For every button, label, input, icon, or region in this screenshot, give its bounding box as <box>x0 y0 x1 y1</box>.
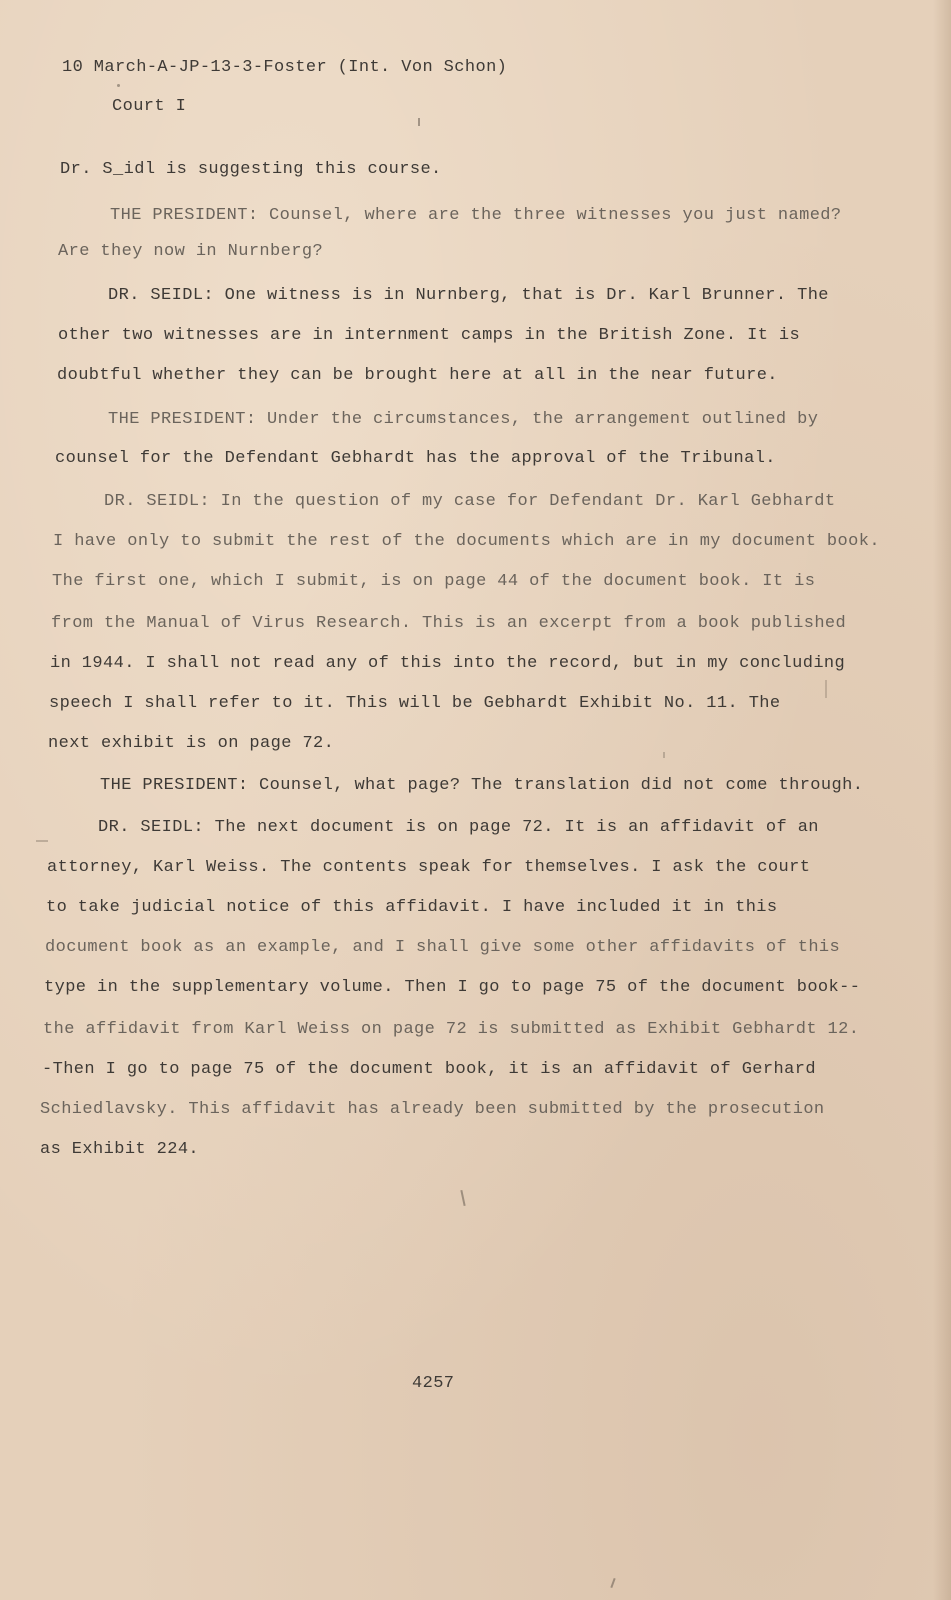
body-line: attorney, Karl Weiss. The contents speak for themselves. I ask the court <box>47 858 811 877</box>
body-line: counsel for the Defendant Gebhardt has the approval of the Tribunal. <box>55 449 776 468</box>
body-line: doubtful whether they can be brought here at all in the near future. <box>57 366 778 385</box>
body-line: from the Manual of Virus Research. This is an excerpt from a book published <box>51 614 847 633</box>
paper-speck <box>610 1578 615 1588</box>
body-line: The first one, which I submit, is on page 44 of the document book. It is <box>52 572 816 591</box>
body-line: THE PRESIDENT: Counsel, what page? The translation did not come through. <box>100 776 864 795</box>
body-line: I have only to submit the rest of the documents which are in my document book. <box>53 532 880 551</box>
paper-speck <box>117 84 120 87</box>
header-reference: 10 March-A-JP-13-3-Foster (Int. Von Schon) <box>62 58 508 77</box>
page-number: 4257 <box>412 1374 455 1393</box>
body-line: speech I shall refer to it. This will be Gebhardt Exhibit No. 11. The <box>49 694 781 713</box>
body-line: DR. SEIDL: In the question of my case for Defendant Dr. Karl Gebhardt <box>104 492 836 511</box>
body-line: next exhibit is on page 72. <box>48 734 335 753</box>
body-line: THE PRESIDENT: Counsel, where are the three witnesses you just named? <box>110 206 842 225</box>
paper-speck <box>825 680 827 698</box>
body-line: THE PRESIDENT: Under the circumstances, the arrangement outlined by <box>108 410 819 429</box>
paper-speck <box>36 840 48 842</box>
body-line: to take judicial notice of this affidavit. I have included it in this <box>46 898 778 917</box>
body-line: Dr. S_idl is suggesting this course. <box>60 160 442 179</box>
paper-speck <box>663 752 665 758</box>
body-line: the affidavit from Karl Weiss on page 72 is submitted as Exhibit Gebhardt 12. <box>43 1020 860 1039</box>
paper-speck <box>418 118 420 126</box>
body-line: document book as an example, and I shall give some other affidavits of this <box>45 938 841 957</box>
body-line: -Then I go to page 75 of the document book, it is an affidavit of Gerhard <box>42 1060 816 1079</box>
body-line: as Exhibit 224. <box>40 1140 200 1159</box>
body-line: Are they now in Nurnberg? <box>58 242 324 261</box>
body-line: in 1944. I shall not read any of this into the record, but in my concluding <box>50 654 846 673</box>
body-line: type in the supplementary volume. Then I go to page 75 of the document book-- <box>44 978 861 997</box>
body-line: other two witnesses are in internment camps in the British Zone. It is <box>58 326 801 345</box>
body-line: DR. SEIDL: One witness is in Nurnberg, that is Dr. Karl Brunner. The <box>108 286 829 305</box>
page-edge-shadow <box>933 0 951 1600</box>
body-line: Schiedlavsky. This affidavit has already been submitted by the prosecution <box>40 1100 825 1119</box>
paper-speck <box>460 1190 465 1206</box>
body-line: DR. SEIDL: The next document is on page 72. It is an affidavit of an <box>98 818 819 837</box>
header-court: Court I <box>112 97 187 116</box>
